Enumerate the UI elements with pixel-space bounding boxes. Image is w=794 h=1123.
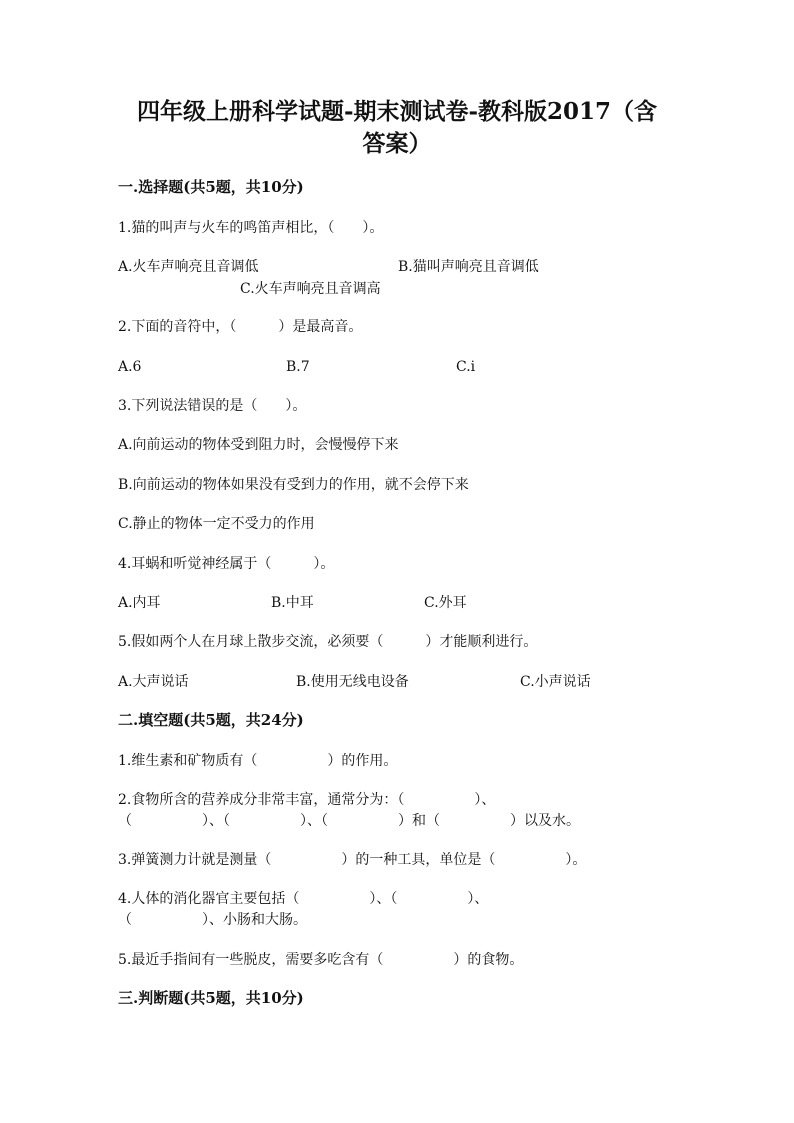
s2-question-2-line1: 2.食物所含的营养成分非常丰富，通常分为：（ ）、 [118,792,496,808]
s1-q1-option-c: C.火车声响亮且音调高 [240,281,381,297]
section2-heading: 二.填空题(共5题，共24分) [118,711,304,729]
s1-q5-option-c: C.小声说话 [520,674,591,690]
s1-q4-option-c: C.外耳 [424,595,467,611]
section1-heading: 一.选择题(共5题，共10分) [118,178,304,196]
s1-q5-option-b: B.使用无线电设备 [296,674,409,690]
exam-title-line1: 四年级上册科学试题-期末测试卷-教科版2017（含 [136,98,658,125]
s1-q2-option-c: C.i [456,359,476,375]
s1-q3-option-c: C.静止的物体一定不受力的作用 [118,516,315,532]
s2-question-3: 3.弹簧测力计就是测量（ ）的一种工具，单位是（ ）。 [118,852,587,868]
s1-q2-option-a: A.6 [118,359,142,375]
s2-question-2-line2: （ ）、（ ）、（ ）和（ ）以及水。 [118,813,580,829]
s2-question-4-line1: 4.人体的消化器官主要包括（ ）、（ ）、 [118,891,489,907]
s1-question-4: 4.耳蜗和听觉神经属于（ ）。 [118,556,335,572]
s2-question-1: 1.维生素和矿物质有（ ）的作用。 [118,753,398,769]
s1-question-3: 3.下列说法错误的是（ ）。 [118,398,307,414]
section3-heading: 三.判断题(共5题，共10分) [118,989,304,1007]
s1-q3-option-b: B.向前运动的物体如果没有受到力的作用，就不会停下来 [118,477,469,493]
s1-q4-option-b: B.中耳 [271,595,314,611]
s1-q2-option-b: B.7 [286,359,310,375]
exam-title-line2: 答案） [362,130,432,157]
s1-question-2: 2.下面的音符中，（ ）是最高音。 [118,319,363,335]
s1-question-1: 1.猫的叫声与火车的鸣笛声相比，（ ）。 [118,220,384,236]
s2-question-4-line2: （ ）、小肠和大肠。 [118,912,307,928]
s2-question-5: 5.最近手指间有一些脱皮，需要多吃含有（ ）的食物。 [118,952,524,968]
s1-q5-option-a: A.大声说话 [118,674,189,690]
s1-q1-option-b: B.猫叫声响亮且音调低 [398,259,539,275]
s1-q4-option-a: A.内耳 [118,595,161,611]
s1-q1-option-a: A.火车声响亮且音调低 [118,259,259,275]
s1-q3-option-a: A.向前运动的物体受到阻力时，会慢慢停下来 [118,437,399,453]
s1-question-5: 5.假如两个人在月球上散步交流，必须要（ ）才能顺利进行。 [118,634,538,650]
